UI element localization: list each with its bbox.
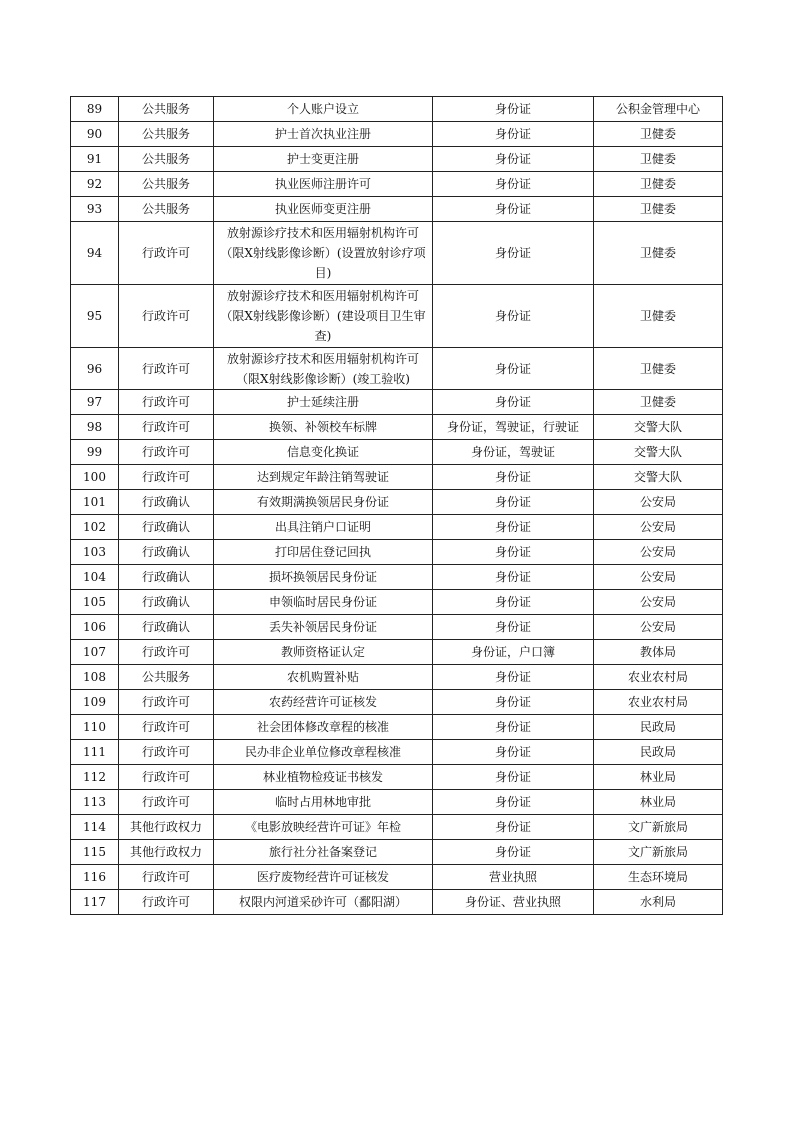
item-name-cell: 申领临时居民身份证 <box>214 590 433 615</box>
required-materials-cell: 身份证 <box>433 147 594 172</box>
item-type-cell: 行政许可 <box>119 715 214 740</box>
table-row <box>71 640 723 665</box>
item-name-cell: 《电影放映经营许可证》年检 <box>214 815 433 840</box>
table-row <box>71 465 723 490</box>
required-materials-cell: 身份证 <box>433 840 594 865</box>
table-row <box>71 715 723 740</box>
item-type-cell: 行政许可 <box>119 440 214 465</box>
table-row <box>71 615 723 640</box>
required-materials-cell: 身份证 <box>433 465 594 490</box>
department-cell: 林业局 <box>594 790 723 815</box>
row-number-cell: 101 <box>71 490 119 515</box>
row-number-cell: 102 <box>71 515 119 540</box>
department-cell: 文广新旅局 <box>594 815 723 840</box>
item-name-cell: 护士延续注册 <box>214 390 433 415</box>
table-row <box>71 815 723 840</box>
table-row <box>71 147 723 172</box>
item-name-cell: 民办非企业单位修改章程核准 <box>214 740 433 765</box>
table-row <box>71 540 723 565</box>
item-name-cell: 临时占用林地审批 <box>214 790 433 815</box>
row-number-cell: 107 <box>71 640 119 665</box>
department-cell: 民政局 <box>594 740 723 765</box>
item-type-cell: 行政许可 <box>119 740 214 765</box>
required-materials-cell: 身份证 <box>433 285 594 348</box>
department-cell: 公安局 <box>594 515 723 540</box>
item-type-cell: 公共服务 <box>119 97 214 122</box>
service-items-table <box>70 96 723 915</box>
required-materials-cell: 身份证 <box>433 97 594 122</box>
item-type-cell: 行政许可 <box>119 285 214 348</box>
table-row <box>71 865 723 890</box>
item-name-cell: 放射源诊疗技术和医用辐射机构许可（限X射线影像诊断）(建设项目卫生审查) <box>214 285 433 348</box>
item-name-cell: 林业植物检疫证书核发 <box>214 765 433 790</box>
required-materials-cell: 身份证 <box>433 615 594 640</box>
table-row <box>71 665 723 690</box>
required-materials-cell: 身份证 <box>433 590 594 615</box>
department-cell: 卫健委 <box>594 390 723 415</box>
required-materials-cell: 身份证 <box>433 715 594 740</box>
required-materials-cell: 身份证 <box>433 390 594 415</box>
table-row <box>71 122 723 147</box>
required-materials-cell: 身份证，户口簿 <box>433 640 594 665</box>
item-type-cell: 行政确认 <box>119 490 214 515</box>
table-row <box>71 890 723 915</box>
row-number-cell: 105 <box>71 590 119 615</box>
item-name-cell: 权限内河道采砂许可（鄱阳湖） <box>214 890 433 915</box>
item-name-cell: 农机购置补贴 <box>214 665 433 690</box>
row-number-cell: 114 <box>71 815 119 840</box>
item-name-cell: 出具注销户口证明 <box>214 515 433 540</box>
item-name-cell: 护士首次执业注册 <box>214 122 433 147</box>
table-row <box>71 790 723 815</box>
item-type-cell: 行政许可 <box>119 790 214 815</box>
item-type-cell: 公共服务 <box>119 665 214 690</box>
table-row <box>71 515 723 540</box>
item-name-cell: 损坏换领居民身份证 <box>214 565 433 590</box>
item-name-cell: 执业医师变更注册 <box>214 197 433 222</box>
table-row <box>71 565 723 590</box>
required-materials-cell: 身份证 <box>433 122 594 147</box>
required-materials-cell: 身份证、营业执照 <box>433 890 594 915</box>
required-materials-cell: 身份证 <box>433 815 594 840</box>
department-cell: 卫健委 <box>594 222 723 285</box>
item-name-cell: 个人账户设立 <box>214 97 433 122</box>
row-number-cell: 90 <box>71 122 119 147</box>
department-cell: 水利局 <box>594 890 723 915</box>
row-number-cell: 116 <box>71 865 119 890</box>
item-type-cell: 行政许可 <box>119 640 214 665</box>
row-number-cell: 112 <box>71 765 119 790</box>
row-number-cell: 95 <box>71 285 119 348</box>
row-number-cell: 115 <box>71 840 119 865</box>
item-name-cell: 放射源诊疗技术和医用辐射机构许可（限X射线影像诊断）(设置放射诊疗项目) <box>214 222 433 285</box>
item-name-cell: 社会团体修改章程的核准 <box>214 715 433 740</box>
item-type-cell: 行政许可 <box>119 465 214 490</box>
department-cell: 卫健委 <box>594 285 723 348</box>
item-name-cell: 旅行社分社备案登记 <box>214 840 433 865</box>
table-row <box>71 765 723 790</box>
department-cell: 林业局 <box>594 765 723 790</box>
item-type-cell: 行政确认 <box>119 540 214 565</box>
row-number-cell: 94 <box>71 222 119 285</box>
table-row <box>71 348 723 390</box>
item-type-cell: 其他行政权力 <box>119 840 214 865</box>
row-number-cell: 100 <box>71 465 119 490</box>
row-number-cell: 106 <box>71 615 119 640</box>
table-row <box>71 440 723 465</box>
row-number-cell: 110 <box>71 715 119 740</box>
row-number-cell: 117 <box>71 890 119 915</box>
item-type-cell: 行政许可 <box>119 415 214 440</box>
item-type-cell: 行政许可 <box>119 222 214 285</box>
required-materials-cell: 身份证 <box>433 172 594 197</box>
item-type-cell: 行政确认 <box>119 515 214 540</box>
row-number-cell: 92 <box>71 172 119 197</box>
item-name-cell: 丢失补领居民身份证 <box>214 615 433 640</box>
department-cell: 公安局 <box>594 490 723 515</box>
item-name-cell: 有效期满换领居民身份证 <box>214 490 433 515</box>
row-number-cell: 111 <box>71 740 119 765</box>
item-type-cell: 行政许可 <box>119 390 214 415</box>
item-type-cell: 行政许可 <box>119 348 214 390</box>
table-body <box>71 97 723 915</box>
row-number-cell: 91 <box>71 147 119 172</box>
row-number-cell: 109 <box>71 690 119 715</box>
item-type-cell: 公共服务 <box>119 147 214 172</box>
row-number-cell: 97 <box>71 390 119 415</box>
department-cell: 农业农村局 <box>594 665 723 690</box>
table-row <box>71 222 723 285</box>
department-cell: 卫健委 <box>594 122 723 147</box>
department-cell: 农业农村局 <box>594 690 723 715</box>
department-cell: 卫健委 <box>594 348 723 390</box>
required-materials-cell: 身份证 <box>433 515 594 540</box>
item-name-cell: 执业医师注册许可 <box>214 172 433 197</box>
department-cell: 民政局 <box>594 715 723 740</box>
required-materials-cell: 身份证 <box>433 348 594 390</box>
department-cell: 教体局 <box>594 640 723 665</box>
required-materials-cell: 身份证 <box>433 490 594 515</box>
table-row <box>71 197 723 222</box>
row-number-cell: 103 <box>71 540 119 565</box>
row-number-cell: 89 <box>71 97 119 122</box>
row-number-cell: 108 <box>71 665 119 690</box>
item-name-cell: 护士变更注册 <box>214 147 433 172</box>
required-materials-cell: 身份证，驾驶证，行驶证 <box>433 415 594 440</box>
table-row <box>71 690 723 715</box>
department-cell: 交警大队 <box>594 415 723 440</box>
item-type-cell: 行政许可 <box>119 765 214 790</box>
item-name-cell: 农药经营许可证核发 <box>214 690 433 715</box>
item-type-cell: 其他行政权力 <box>119 815 214 840</box>
table-row <box>71 490 723 515</box>
item-name-cell: 放射源诊疗技术和医用辐射机构许可（限X射线影像诊断）(竣工验收) <box>214 348 433 390</box>
item-type-cell: 行政确认 <box>119 615 214 640</box>
item-type-cell: 行政许可 <box>119 865 214 890</box>
required-materials-cell: 营业执照 <box>433 865 594 890</box>
table-row <box>71 840 723 865</box>
required-materials-cell: 身份证 <box>433 197 594 222</box>
item-type-cell: 行政许可 <box>119 690 214 715</box>
item-type-cell: 公共服务 <box>119 122 214 147</box>
table-row <box>71 390 723 415</box>
table-row <box>71 285 723 348</box>
required-materials-cell: 身份证 <box>433 690 594 715</box>
department-cell: 公安局 <box>594 565 723 590</box>
department-cell: 文广新旅局 <box>594 840 723 865</box>
required-materials-cell: 身份证 <box>433 540 594 565</box>
department-cell: 公安局 <box>594 590 723 615</box>
department-cell: 公安局 <box>594 615 723 640</box>
table-row <box>71 172 723 197</box>
department-cell: 生态环境局 <box>594 865 723 890</box>
table-row <box>71 415 723 440</box>
required-materials-cell: 身份证 <box>433 565 594 590</box>
department-cell: 卫健委 <box>594 172 723 197</box>
item-name-cell: 医疗废物经营许可证核发 <box>214 865 433 890</box>
required-materials-cell: 身份证，驾驶证 <box>433 440 594 465</box>
department-cell: 卫健委 <box>594 197 723 222</box>
required-materials-cell: 身份证 <box>433 790 594 815</box>
item-type-cell: 公共服务 <box>119 172 214 197</box>
item-type-cell: 行政确认 <box>119 565 214 590</box>
item-type-cell: 行政许可 <box>119 890 214 915</box>
department-cell: 公积金管理中心 <box>594 97 723 122</box>
item-name-cell: 达到规定年龄注销驾驶证 <box>214 465 433 490</box>
department-cell: 卫健委 <box>594 147 723 172</box>
required-materials-cell: 身份证 <box>433 740 594 765</box>
table-row <box>71 97 723 122</box>
department-cell: 交警大队 <box>594 465 723 490</box>
item-name-cell: 换领、补领校车标牌 <box>214 415 433 440</box>
item-type-cell: 公共服务 <box>119 197 214 222</box>
item-type-cell: 行政确认 <box>119 590 214 615</box>
required-materials-cell: 身份证 <box>433 222 594 285</box>
item-name-cell: 打印居住登记回执 <box>214 540 433 565</box>
row-number-cell: 99 <box>71 440 119 465</box>
row-number-cell: 104 <box>71 565 119 590</box>
required-materials-cell: 身份证 <box>433 665 594 690</box>
row-number-cell: 113 <box>71 790 119 815</box>
table-row <box>71 740 723 765</box>
row-number-cell: 96 <box>71 348 119 390</box>
item-name-cell: 教师资格证认定 <box>214 640 433 665</box>
item-name-cell: 信息变化换证 <box>214 440 433 465</box>
row-number-cell: 93 <box>71 197 119 222</box>
department-cell: 公安局 <box>594 540 723 565</box>
table-row <box>71 590 723 615</box>
required-materials-cell: 身份证 <box>433 765 594 790</box>
department-cell: 交警大队 <box>594 440 723 465</box>
row-number-cell: 98 <box>71 415 119 440</box>
